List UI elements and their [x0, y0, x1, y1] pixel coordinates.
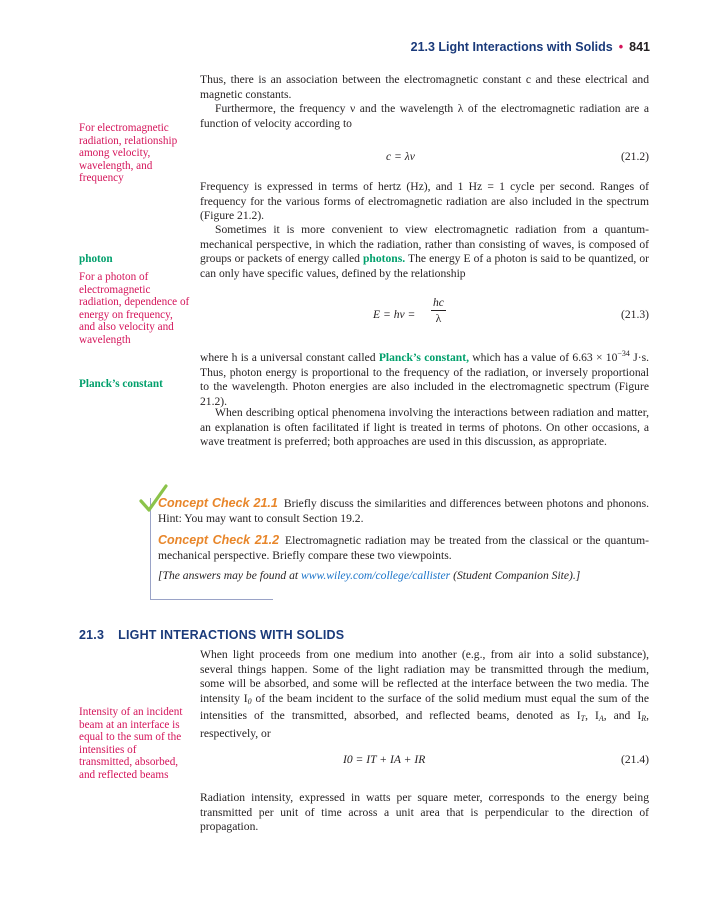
subscript-t: T — [580, 714, 586, 724]
concept-check-box — [158, 496, 649, 590]
paragraph-5 — [200, 347, 649, 409]
equation-21-2-number: (21.2) — [620, 150, 649, 163]
paragraph-7-part-a: When light proceeds from one medium into another (e.g., from air into a solid substance), several things happen. Some of the light radiation may be transmitted through the medium, some will be absorbed, and some will be reflected at the interface between the two media. The intensity I — [200, 648, 649, 705]
equation-21-3-number: (21.3) — [620, 308, 649, 321]
subscript-r: R — [641, 714, 647, 724]
paragraph-6: When describing optical phenomena involving the interactions between radiation and matter, an explanation is often facilitated if light is treated in terms of photons. On other occasions, a wave treatment is preferred; both approaches are used in this discussion, as appropriate. — [200, 406, 649, 449]
paragraph-7-part-e: , respectively, or — [200, 709, 650, 740]
paragraph-4-part-a: Sometimes it is more convenient to view electromagnetic radiation from a quantum-mechanical perspective, in which the radiation, rather than consisting of waves, is composed of groups or packets of energy called — [200, 223, 649, 266]
answers-suffix: (Student Companion Site).] — [450, 569, 581, 583]
paragraph-7-part-c: , I — [585, 709, 599, 723]
paragraph-1: Thus, there is an association between the electromagnetic constant c and these electrical and magnetic constants. — [200, 73, 649, 101]
section-title: LIGHT INTERACTIONS WITH SOLIDS — [118, 628, 345, 642]
equation-21-3-lhs: E = hν = — [373, 308, 416, 321]
equation-21-2-expression: c = λν — [386, 150, 415, 163]
header-separator: • — [618, 40, 624, 54]
paragraph-8: Radiation intensity, expressed in watts per square meter, corresponds to the energy being transmitted per unit of time across a unit area that is perpendicular to the direction of propagation. — [200, 791, 649, 834]
equation-21-4-number: (21.4) — [620, 753, 649, 766]
answers-link[interactable]: www.wiley.com/college/callister — [301, 569, 451, 583]
margin-term-plancks-constant: Planck’s constant — [79, 378, 163, 390]
paragraph-5-exponent: −34 — [617, 349, 630, 358]
paragraph-7-part-d: , and I — [603, 709, 642, 723]
running-header — [0, 40, 650, 54]
term-plancks-constant: Planck’s constant, — [378, 351, 469, 364]
margin-term-photon: photon — [79, 253, 113, 265]
margin-note-velocity-wavelength: For electromagnetic radiation, relationship among velocity, wavelength, and frequency — [79, 122, 178, 185]
equation-21-4-expression: I0 = IT + IA + IR — [343, 753, 426, 766]
subscript-a: A — [598, 714, 604, 724]
concept-check-21-1 — [158, 496, 649, 526]
paragraph-4 — [200, 223, 649, 281]
section-number: 21.3 — [79, 628, 105, 642]
running-title: 21.3 Light Interactions with Solids — [410, 40, 613, 54]
concept-check-answers — [158, 569, 649, 584]
paragraph-5-part-a: where h is a universal constant called — [200, 351, 379, 364]
equation-21-3-numerator: hc — [433, 296, 444, 309]
margin-note-photon-energy: For a photon of electromagnetic radiation, dependence of energy on frequency, and also velocity and wavelength — [79, 271, 190, 346]
answers-prefix: [The answers may be found at — [158, 569, 301, 583]
paragraph-7-part-b: of the beam incident to the surface of the solid medium must equal the sum of the intensities of the transmitted, absorbed, and reflected beams, denoted as I — [200, 691, 649, 723]
paragraph-7 — [200, 648, 649, 742]
paragraph-2: Furthermore, the frequency ν and the wavelength λ of the electromagnetic radiation are a function of velocity according to — [200, 102, 649, 130]
equation-21-2 — [200, 150, 649, 166]
paragraph-3: Frequency is expressed in terms of hertz (Hz), and 1 Hz = 1 cycle per second. Ranges of frequency for the various forms of electromagnetic radiation are also included in the spectrum (Figure 21.2). — [200, 180, 649, 223]
concept-check-21-2-text: Electromagnetic radiation may be treated from the classical or the quantum-mechanical perspective. Briefly compare these two viewpoints. — [158, 534, 649, 562]
term-photons: photons. — [362, 252, 406, 266]
paragraph-4-part-b: The energy E of a photon is said to be quantized, or can only have specific values, defined by the relationship — [200, 252, 649, 280]
concept-check-21-1-title: Concept Check 21.1 — [158, 496, 278, 510]
equation-21-3 — [200, 296, 649, 332]
paragraph-5-part-b: which has a value of 6.63 × 10 — [468, 351, 618, 364]
section-heading — [79, 628, 344, 642]
equation-21-3-fraction — [431, 296, 446, 325]
margin-note-intensity: Intensity of an incident beam at an interface is equal to the sum of the intensities of transmitted, absorbed, and reflected beams — [79, 706, 183, 781]
subscript-0: 0 — [247, 696, 252, 706]
equation-21-4 — [200, 753, 649, 769]
concept-check-21-2-title: Concept Check 21.2 — [158, 533, 280, 548]
page-number: 841 — [629, 40, 650, 54]
concept-check-21-1-text: Briefly discuss the similarities and differences between photons and phonons. Hint: You may want to consult Section 19.2. — [158, 497, 650, 525]
paragraph-5-part-c: J·s. Thus, photon energy is proportional to the frequency of the radiation, or inversely proportional to the wavelength. Photon energies are also included in the electromagnetic spectrum (Figure 21.2). — [200, 351, 649, 408]
equation-21-3-denominator: λ — [435, 312, 442, 325]
concept-check-21-2 — [158, 533, 649, 563]
